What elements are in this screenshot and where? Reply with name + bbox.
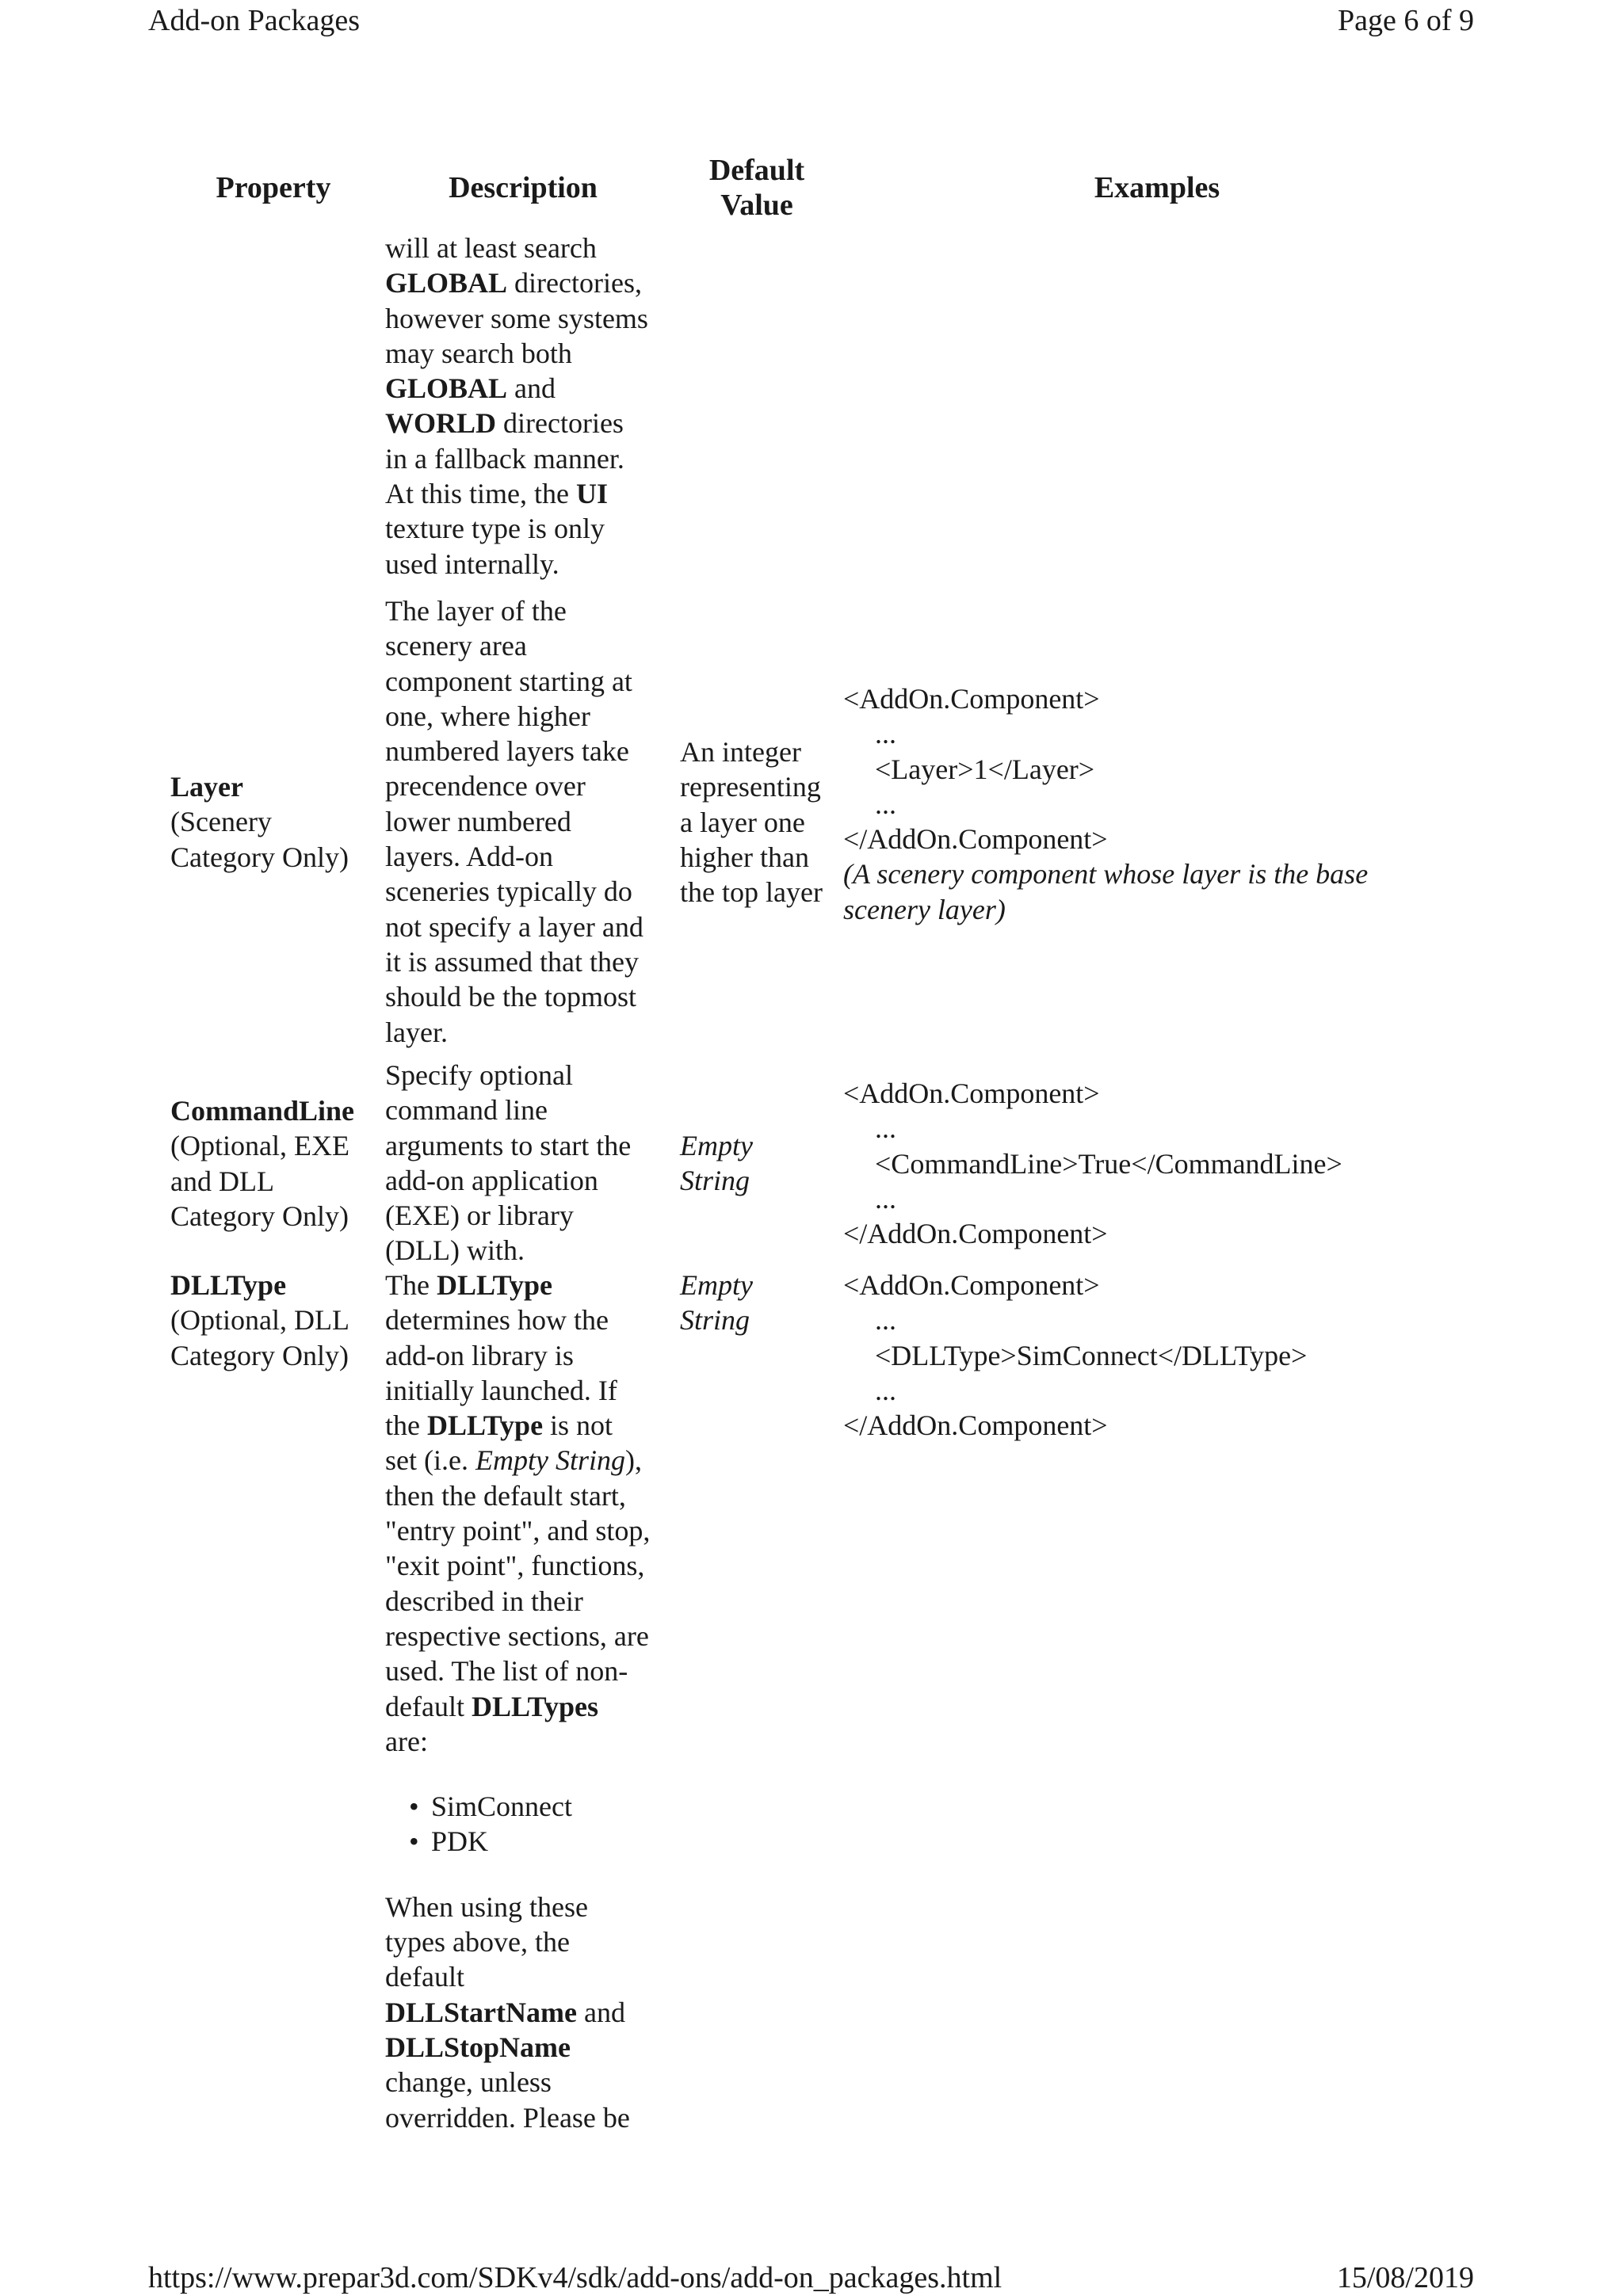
- commandline-default-value: Empty String: [680, 1130, 753, 1197]
- layer-example-note: (A scenery component whose layer is the base scenery layer): [843, 858, 1369, 925]
- column-header-examples: Examples: [1094, 171, 1220, 204]
- continued-description: will at least search GLOBAL directories, however some systems may search both GLOBAL and WORLD directories in a fallback manner. At this time, the UI texture type is only used internally.: [385, 232, 648, 580]
- page-header-title: Add-on Packages: [148, 4, 360, 37]
- layer-description: The layer of the scenery area component starting at one, where higher numbered layers take precendence over lower numbered layers. Add-on sceneries typically do not specify a layer and it is assumed that they should be the topmost layer.: [385, 595, 643, 1048]
- dlltype-property: DLLType (Optional, DLL Category Only): [170, 1269, 349, 1371]
- page-footer-url: https://www.prepar3d.com/SDKv4/sdk/add-ons/add-on_packages.html: [148, 2261, 1002, 2294]
- dlltype-list: [353, 1789, 650, 1859]
- page-footer-date: 15/08/2019: [1336, 2261, 1474, 2294]
- layer-property: Layer (Scenery Category Only): [170, 771, 349, 873]
- layer-default-value: An integer representing a layer one higher than the top layer: [680, 736, 823, 909]
- commandline-example: <AddOn.Component> ... <CommandLine>True</CommandLine> ... </AddOn.Component>: [843, 1077, 1342, 1250]
- column-header-property: Property: [216, 171, 331, 204]
- commandline-property: CommandLine (Optional, EXE and DLL Category Only): [170, 1095, 355, 1232]
- column-header-default-value: Default Value: [708, 154, 805, 222]
- commandline-description: Specify optional command line arguments to start the add-on application (EXE) or library (DLL) with.: [385, 1059, 632, 1267]
- list-item: • PDK: [385, 1824, 650, 1859]
- list-item: • SimConnect: [385, 1789, 650, 1824]
- dlltype-example: <AddOn.Component> ... <DLLType>SimConnect</DLLType> ... </AddOn.Component>: [843, 1269, 1308, 1442]
- column-header-description: Description: [449, 171, 598, 204]
- dlltype-default-value: Empty String: [680, 1269, 753, 1337]
- dlltype-description: The DLLType determines how the add-on library is initially launched. If the DLLType is not set (i.e. Empty String), then the default start, "entry point", and stop, "exit point", functions, described in their respective sections, are used. The list of non- default DLLTypes are: • SimConnect • PDK When using these types above, the default DLLStartName and DLLStopName change, unless overridden. Please be: [385, 1268, 650, 2135]
- page-header-page-number: Page 6 of 9: [1337, 4, 1474, 37]
- layer-example: <AddOn.Component> ... <Layer>1</Layer> ... </AddOn.Component> (A scenery component whose layer is the base scenery layer): [843, 681, 1368, 927]
